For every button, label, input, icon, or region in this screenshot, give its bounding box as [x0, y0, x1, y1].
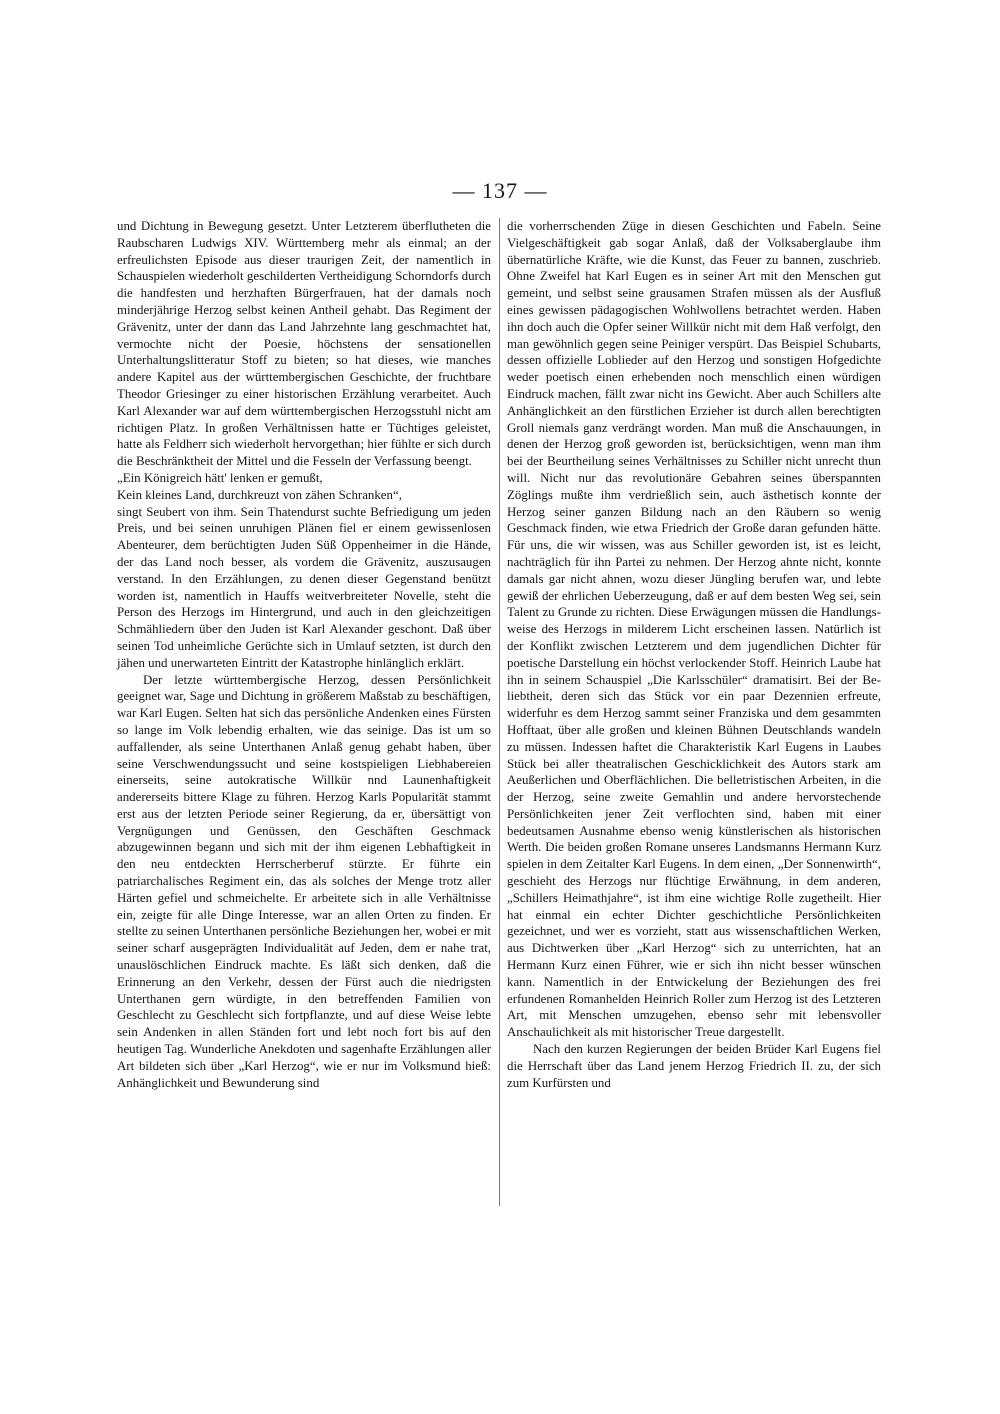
text-columns [117, 218, 881, 1208]
column-divider [499, 218, 500, 1206]
paragraph: Der letzte württembergische Herzog, dessen Persönlichkeit geeignet war, Sage und Dichtung in größerem Maßstab zu beschäftigen, war Karl Eugen. Selten hat sich das persönliche Andenken eines Fürsten so lange im Volk lebendig erhalten, wie das seinige. Das ist um so auffallender, als seine Unterthanen Anlaß genug gehabt haben, über seine Verschwendungssucht und seine kostspieligen Liebhabereien einerseits, seine autokratische Willkür nnd Launenhaftigkeit andererseits bittere Klage zu führen. Herzog Karls Popularität stammt erst aus der letzten Periode seiner Regierung, da er, übersättigt von Vergnügungen und Genüssen, den Geschäften Geschmack abzugewinnen begann und sich mit der ihm eigenen Lebhaftigkeit in den neu entdeckten Herrscherberuf stürzte. Er führte ein patriarchalisches Regiment ein, das als solches der Menge trotz aller Härten gefiel und schmeichelte. Er arbeitete sich in alle Verhältnisse ein, zeigte für alle Dinge Interesse, war an allen Orten zu finden. Er stellte zu seinen Unterthanen persönliche Beziehungen her, wobei er mit seiner scharf ausgeprägten Individualität auf Jeden, dem er nahe trat, unauslöschlichen Eindruck machte. Es läßt sich denken, daß die Erinnerung an den Verkehr, dessen der Fürst auch die niedrigsten Unterthanen gern würdigte, in den betreffenden Familien von Geschlecht zu Geschlecht sich fortpflanzte, und auf diese Weise lebte sein Andenken in allen Ständen fort und lebt noch fort bis auf den heutigen Tag. Wunderliche Anekdoten und sagenhafte Erzählungen aller Art bildeten sich über „Karl Herzog“, wie er nur im Volksmund hieß: Anhänglichkeit und Bewunderung sind [117, 672, 491, 1090]
page-number: — 137 — [452, 178, 548, 203]
verse-line: Kein kleines Land, durchkreuzt von zähen Schranken“, [117, 487, 402, 502]
paragraph: singt Seubert von ihm. Sein Thatendurst suchte Befriedigung um jeden Preis, und bei seinen unruhigen Plänen fiel er einem gewissenlosen Abenteurer, dem berüchtigten Juden Süß Oppenheimer in die Hände, der das Land noch besser, als vordem die Grävenitz, auszusaugen verstand. In den Erzählungen, zu denen dieser Gegenstand benützt worden ist, namentlich in Hauffs weitverbreiteter Novelle, steht die Person des Herzogs im Hintergrund, und auch in den gleichzeitigen Schmähliedern über den Juden ist Karl Alexander geschont. Daß über seinen Tod unheimliche Gerüchte sich in Umlauf setzten, ist durch den jähen und unerwarteten Eintritt der Katastrophe hinlänglich erklärt. [117, 504, 491, 670]
paragraph: die vorherrschenden Züge in diesen Geschichten und Fabeln. Seine Vielgeschäftigkeit gab sogar Anlaß, daß der Volksaberglaube ihm übernatürliche Kräfte, wie die Kunst, das Feuer zu bannen, zuschrieb. Ohne Zweifel hat Karl Eugen es in seiner Art mit den Menschen gut gemeint, und selbst seine grausamen Strafen müssen als der Ausfluß eines gewissen pädagogischen Wohlwollens betrachtet werden. Haben ihn doch auch die Opfer seiner Willkür nicht mit dem Haß verfolgt, den man gewöhnlich gegen seine Peiniger verspürt. Das Beispiel Schubarts, dessen offizielle Loblieder auf den Herzog und sonstigen Hofgedichte weder poetisch einen erhebenden noch menschlich einen würdigen Eindruck machen, fällt zwar nicht ins Gewicht. Aber auch Schillers alte Anhänglichkeit an den fürstlichen Erzieher ist durch allen berechtigten Groll niemals ganz verdrängt worden. Man muß die Anschauungen, in denen der Herzog groß geworden ist, berücksichtigen, wenn man ihm bei der Beurtheilung seines Verhältnisses zu Schiller nicht unrecht thun will. Nicht nur das revolutionäre Gebahren seines überspannten Zöglings mußte ihm verdrießlich sein, auch ästhetisch konnte der Herzog seiner ganzen Bildung nach an den Räubern so wenig Geschmack finden, wie etwa Friedrich der Große daran gefunden hätte. Für uns, die wir wissen, was aus Schiller geworden ist, ist es leicht, nachträglich für ihn Partei zu nehmen. Der Herzog ahnte nicht, konnte damals gar nicht ahnen, wozu dieser Jüngling berufen war, und lebte gewiß der ehrlichen Ueberzeugung, daß er auf dem besten Weg sei, sein Talent zu Grunde zu richten. Diese Erwägungen müssen die Handlungsweise des Herzogs in milderem Licht erscheinen lassen. Natürlich ist der Konflikt zwischen Letzterem und dem jugendlichen Dichter für poetische Darstellung ein höchst verlockender Stoff. Heinrich Laube hat ihn in seinem Schauspiel „Die Karlsschüler“ dramatisirt. Bei der Beliebtheit, deren sich das Stück vor ein paar Dezennien erfreute, widerfuhr es dem Herzog sammt seiner Franziska und dem gesammten Hofftaat, über alle großen und kleinen Bühnen Deutschlands wandeln zu müssen. Indessen haftet die Charakteristik Karl Eugens in Laubes Stück bei aller theatralischen Geschicklichkeit des Autors stark am Aeußerlichen und Oberflächlichen. Die belletristischen Arbeiten, in die der Herzog, seine zweite Gemahlin und andere hervorstechende Persönlichkeiten jener Zeit verflochten sind, haben mit einer bedeutsamen Ausnahme ebenso wenig künstlerischen als historischen Werth. Die beiden großen Romane unseres Landsmanns Hermann Kurz spielen in dem Zeitalter Karl Eugens. In dem einen, „Der Sonnenwirth“, geschieht des Herzogs nur flüchtige Erwähnung, in dem anderen, „Schillers Heimathjahre“, ist ihm eine wichtige Rolle zugetheilt. Hier hat einmal ein echter Dichter geschichtliche Persönlichkeiten gezeichnet, und wer es vorzieht, statt aus wissenschaftlichen Werken, aus Dichtwerken über „Karl Herzog“ sich zu unterrichten, hat an Hermann Kurz einen Führer, wie er sich ihn nicht besser wünschen kann. Namentlich in der Entwickelung der Beziehungen des frei erfundenen Romanhelden Heinrich Roller zum Herzog ist des Letzteren Art, mit Menschen umzugehen, ebenso sehr mit lebensvoller Anschaulichkeit als mit historischer Treue dargestellt. [507, 219, 881, 1040]
paragraph: Nach den kurzen Regierungen der beiden Brüder Karl Eugens fiel die Herrschaft über das Land jenem Herzog Friedrich II. zu, der sich zum Kurfürsten und [507, 1042, 881, 1090]
right-column [507, 218, 881, 1091]
left-column [117, 218, 491, 1091]
verse-line: „Ein Königreich hätt' lenken er gemußt, [117, 470, 323, 485]
paragraph: und Dichtung in Bewegung gesetzt. Unter Letzterem überflutheten die Raubscharen Ludwigs XIV. Württemberg mehr als einmal; an der erfreulichsten Episode aus dieser traurigen Zeit, der namentlich in Schauspielen wiederholt geschilderten Vertheidigung Schorndorfs durch die handfesten und herzhaften Bürgerfrauen, hat der damals noch minderjährige Herzog selbst keinen Antheil gehabt. Das Regiment der Grävenitz, unter der dann das Land Jahrzehnte lang geschmachtet hat, vermochte nicht der Poesie, höchstens der sensationellen Unterhaltungslitteratur Stoff zu bieten; so hat dieses, wie manches andere Kapitel aus der württembergischen Geschichte, der fruchtbare Theodor Griesinger zu einer historischen Erzählung verarbeitet. Auch Karl Alexander war auf dem württembergischen Herzogsstuhl nicht am richtigen Platz. In großen Verhältnissen hatte er Tüchtiges geleistet, hatte als Feldherr sich wiederholt hervorgethan; hier fühlte er sich durch die Beschränktheit der Mittel und die Fesseln der Verfassung beengt. [117, 219, 491, 469]
